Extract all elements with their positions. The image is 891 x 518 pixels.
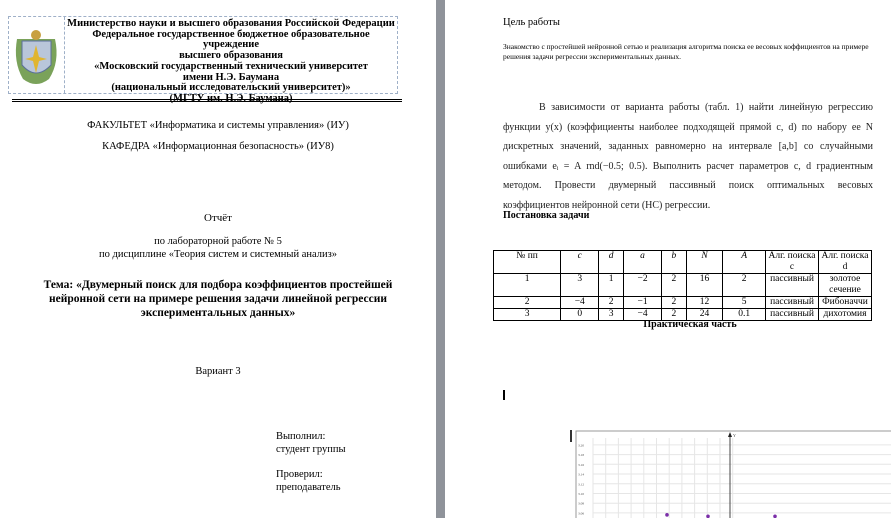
table-cell: пассивный [766,297,819,309]
page-2 [445,0,891,518]
table-header-row [494,251,872,274]
table-header: d [599,251,624,274]
table-cell: пассивный [766,309,819,321]
table-row [494,274,872,297]
table-cell: 1 [599,274,624,297]
y-tick-label: 3.18 [578,453,585,458]
topic-line: нейронной сети на примере решения задачи линейной регрессии [49,293,387,305]
table-cell: 3 [561,274,599,297]
y-tick-label: 3.12 [578,482,585,487]
variants-table [493,250,872,321]
table-header: b [662,251,687,274]
data-point [773,515,777,518]
table-cell: 3 [494,309,561,321]
table-cell: 5 [723,297,766,309]
header-line: имени Н.Э. Баумана [182,71,280,83]
university-header [8,16,398,104]
y-tick-label: 3.16 [578,462,585,467]
table-cell: 16 [686,274,723,297]
goal-text: Знакомство с простейшей нейронной сетью и реализация алгоритма поиска ее весовых коффициентов на примере решения задачи регрессии экспериментальных данных. [503,42,869,61]
header-line: (национальный исследовательский университет)» [111,82,351,94]
page-gap [436,0,445,518]
table-cell: Фибоначчи [819,297,872,309]
practical-heading: Практическая часть [643,319,737,330]
text-cursor [570,430,572,442]
table-cell: −4 [623,309,661,321]
table-cell: 0.1 [723,309,766,321]
y-tick-label: 3.06 [578,511,585,516]
topic-line: Тема: «Двумерный поиск для подбора коэффициентов простейшей [43,279,393,291]
y-tick-label: 3.08 [578,501,585,506]
double-rule [12,99,402,102]
table-header: N [686,251,723,274]
topic [0,278,436,320]
goal-heading: Цель работы [503,17,560,28]
table-cell: 2 [723,274,766,297]
data-point [706,515,710,518]
discipline: по дисциплине «Теория систем и системный анализ» [99,249,337,260]
header-text [65,19,397,105]
y-tick-label: 3.14 [578,472,585,477]
text-cursor [503,390,505,400]
header-line: (МГТУ им. Н.Э. Баумана) [169,92,293,104]
table-header: Алг. поиска d [819,251,872,274]
lab-number: по лабораторной работе № 5 [154,236,282,247]
table-cell: 24 [686,309,723,321]
variant: Вариант 3 [195,366,241,377]
university-logo [9,17,65,93]
table-cell: 2 [662,274,687,297]
problem-heading: Постановка задачи [503,210,590,221]
data-point [665,513,669,517]
header-line: Министерство науки и высшего образования Российской Федерации [67,18,395,29]
done-by-label: Выполнил: [276,431,326,442]
signatures [276,430,346,494]
table-cell: −4 [561,297,599,309]
title-page [0,0,436,518]
table-header: a [623,251,661,274]
table-cell: золотое сечение [819,274,872,297]
y-axis-label: Y [733,433,736,438]
table-cell: 12 [686,297,723,309]
table-row [494,297,872,309]
checked-by-label: Проверил: [276,469,323,480]
table-cell: 2 [662,297,687,309]
topic-line: экспериментальных данных» [140,307,296,319]
scatter-chart [575,430,891,518]
report-title: Отчёт [204,212,232,224]
y-tick-label: 3.10 [578,491,585,496]
y-tick-label: 3.20 [578,443,585,448]
table-cell: 1 [494,274,561,297]
teacher-label: преподаватель [276,482,341,493]
table-cell: 2 [494,297,561,309]
header-line: «Московский государственный технический университет [94,60,368,72]
department: КАФЕДРА «Информационная безопасность» (ИУ8) [102,141,334,152]
table-cell: 0 [561,309,599,321]
table-cell: 3 [599,309,624,321]
table-cell: 2 [662,309,687,321]
student-label: студент группы [276,444,346,455]
table-cell: пассивный [766,274,819,297]
table-cell: дихотомия [819,309,872,321]
table-header: Алг. поиска c [766,251,819,274]
table-header: c [561,251,599,274]
table-cell: −2 [623,274,661,297]
table-header: A [723,251,766,274]
header-line: высшего образования [179,50,283,62]
table-header: № пп [494,251,561,274]
table-cell: 2 [599,297,624,309]
task-text: В зависимости от варианта работы (табл. 1) найти линейную регрессию функции y(x) (коэффициенты наиболее подходящей прямой c, d) по набору ее N дискретных значений, заданных равномерно на интервале [a,b] со случайными ошибками eᵢ = A rnd(−0.5; 0.5). Выполнить расчет параметров c, d градиентным методом. Провести двумерный пассивный поиск оптимальных весовых коэффициентов нейронной сети (НС) регрессии. [503,102,873,211]
header-line: Федеральное государственное бюджетное образовательное учреждение [92,28,370,51]
table-cell: −1 [623,297,661,309]
faculty: ФАКУЛЬТЕТ «Информатика и системы управления» (ИУ) [87,120,349,131]
